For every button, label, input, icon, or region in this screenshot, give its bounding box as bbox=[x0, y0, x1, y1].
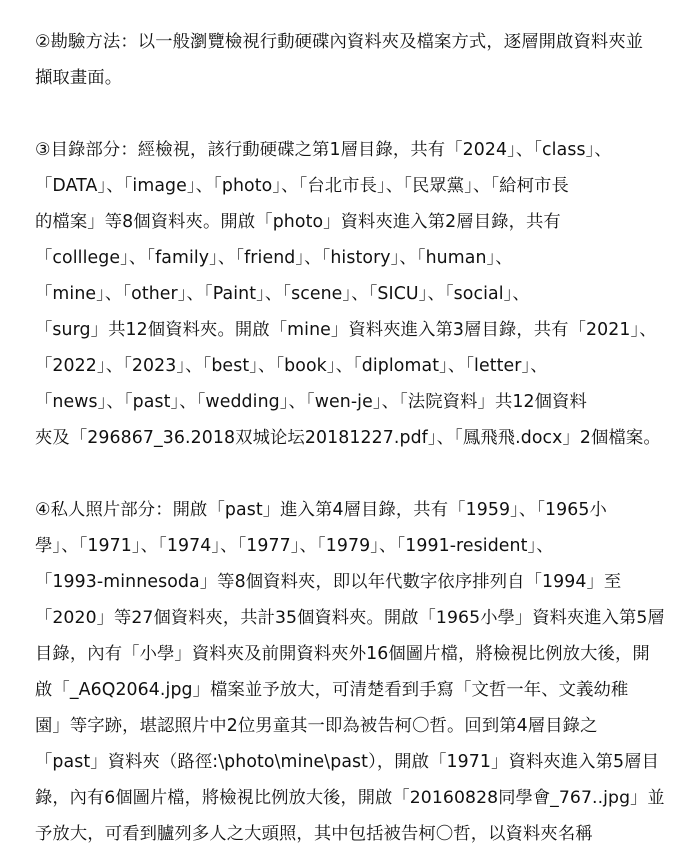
text-line: 園」等字跡，堪認照片中2位男童其一即為被告柯〇哲。回到第4層目錄之 bbox=[35, 716, 598, 736]
document-body bbox=[35, 24, 671, 852]
text-line: 目錄，內有「小學」資料夾及前開資料夾外16個圖片檔，將檢視比例放大後，開 bbox=[35, 644, 650, 664]
text-line: 「colllege」、「family」、「friend」、「history」、「human」、 bbox=[35, 248, 513, 268]
text-line: 學」、「1971」、「1974」、「1977」、「1979」、「1991-resident」、 bbox=[35, 536, 554, 556]
text-line: 啟「_A6Q2064.jpg」檔案並予放大，可清楚看到手寫「文哲一年、文義幼稚 bbox=[35, 680, 629, 700]
paragraph-inspection-method bbox=[35, 24, 671, 96]
text-line: 「2022」、「2023」、「best」、「book」、「diplomat」、「letter」、 bbox=[35, 356, 548, 376]
paragraph-private-photos bbox=[35, 492, 671, 852]
paragraph-spacer bbox=[35, 96, 671, 132]
text-line: 擷取畫面。 bbox=[35, 68, 123, 88]
paragraph-directory-section bbox=[35, 132, 671, 456]
text-line: ②勘驗方法：以一般瀏覽檢視行動硬碟內資料夾及檔案方式，逐層開啟資料夾並 bbox=[35, 32, 644, 52]
text-line: 「past」資料夾（路徑:\photo\mine\past），開啟「1971」資料夾進入第5層目 bbox=[35, 752, 660, 772]
text-line: 錄，內有6個圖片檔，將檢視比例放大後，開啟「20160828同學會_767..jpg」並 bbox=[35, 788, 665, 808]
text-line: 予放大，可看到臚列多人之大頭照，其中包括被告柯〇哲，以資料夾名稱 bbox=[35, 824, 593, 844]
text-line: ③目錄部分：經檢視，該行動硬碟之第1層目錄，共有「2024」、「class」、 bbox=[35, 140, 612, 160]
text-line: 「mine」、「other」、「Paint」、「scene」、「SICU」、「social」、 bbox=[35, 284, 530, 304]
text-line: 「surg」共12個資料夾。開啟「mine」資料夾進入第3層目錄，共有「2021」、 bbox=[35, 320, 657, 340]
text-line: 的檔案」等8個資料夾。開啟「photo」資料夾進入第2層目錄，共有 bbox=[35, 212, 561, 232]
text-line: 「news」、「past」、「wedding」、「wen-je」、「法院資料」共12個資料 bbox=[35, 392, 587, 412]
text-line: 夾及「296867_36.2018双城论坛20181227.pdf」、「鳳飛飛.docx」2個檔案。 bbox=[35, 428, 661, 448]
paragraph-spacer bbox=[35, 456, 671, 492]
text-line: 「DATA」、「image」、「photo」、「台北市長」、「民眾黨」、「給柯市長 bbox=[35, 176, 569, 196]
text-line: 「1993-minnesoda」等8個資料夾，即以年代數字依序排列自「1994」至 bbox=[35, 572, 622, 592]
text-line: ④私人照片部分：開啟「past」進入第4層目錄，共有「1959」、「1965小 bbox=[35, 500, 607, 520]
text-line: 「2020」等27個資料夾，共計35個資料夾。開啟「1965小學」資料夾進入第5層 bbox=[35, 608, 665, 628]
